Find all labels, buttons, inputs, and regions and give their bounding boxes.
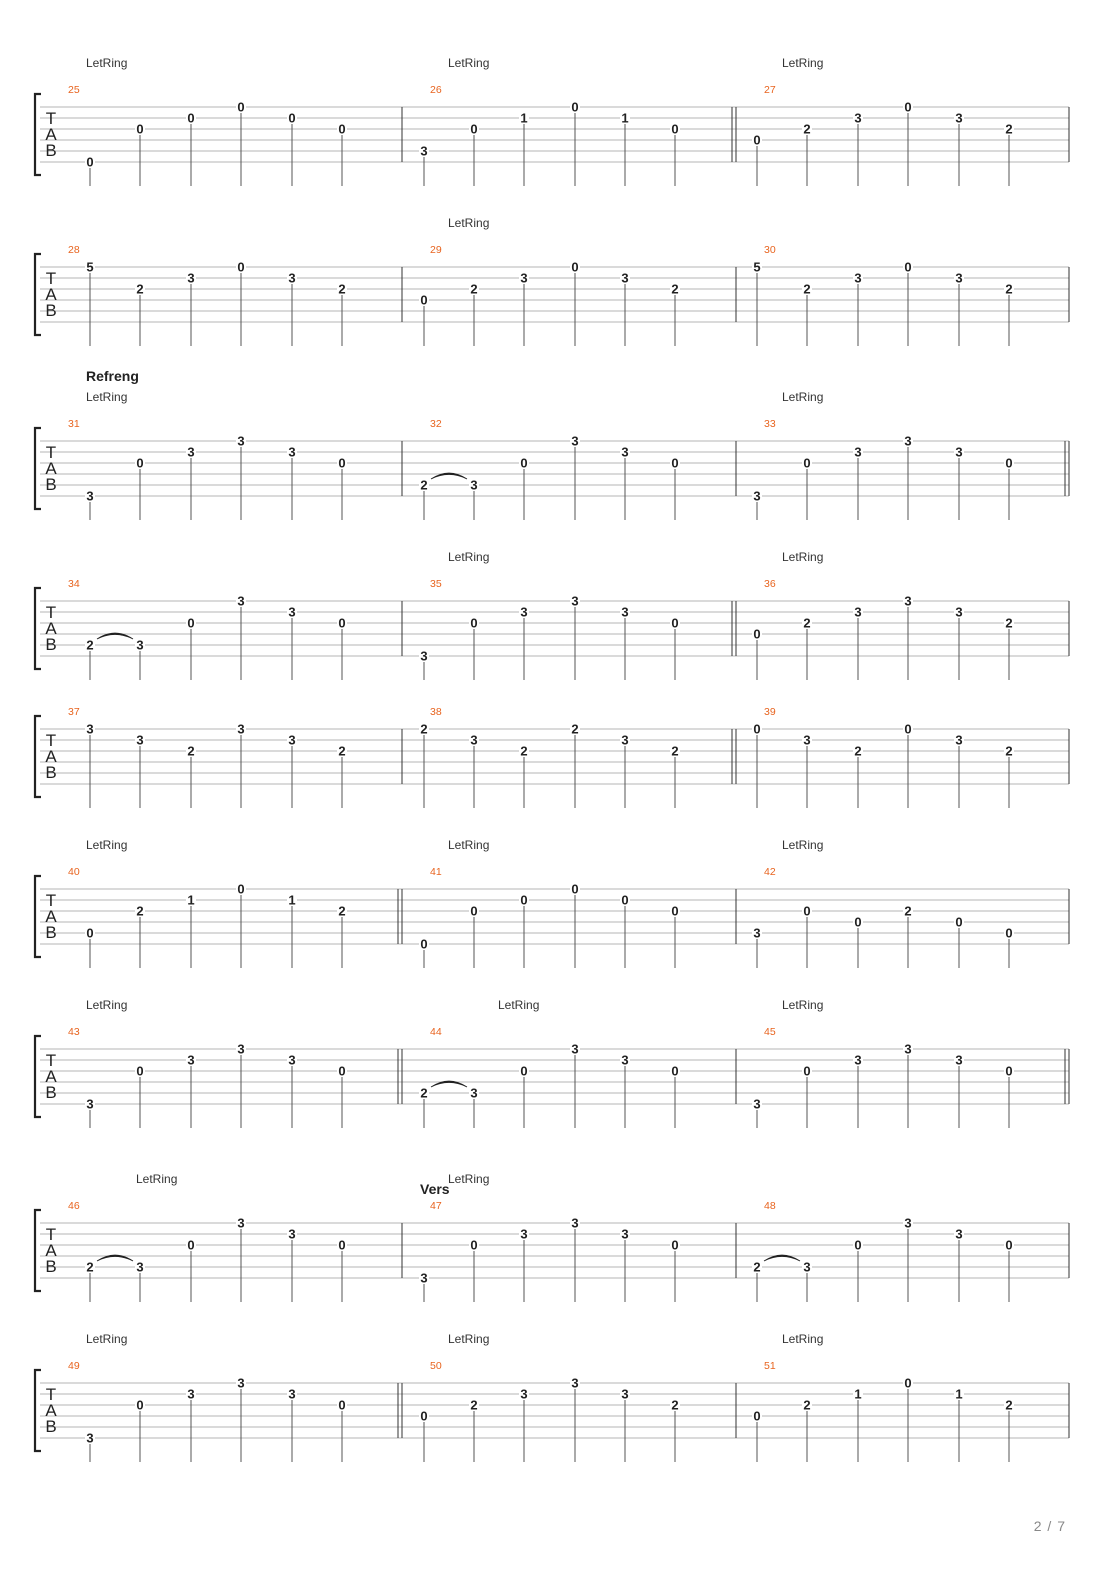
tab-clef-letter: T [45, 1051, 57, 1070]
fret-number: 2 [136, 903, 144, 919]
fret-number: 0 [470, 1237, 478, 1253]
tab-clef-letter: B [45, 301, 57, 320]
tab-clef-letter: A [45, 1401, 57, 1420]
tab-clef-letter: T [45, 603, 57, 622]
measure-number: 51 [764, 1360, 776, 1372]
fret-number: 0 [904, 1375, 912, 1391]
fret-number: 3 [955, 732, 963, 748]
fret-number: 3 [621, 1386, 629, 1402]
measure-number: 35 [430, 578, 442, 590]
fret-number: 3 [753, 1096, 761, 1112]
tab-clef-letter: B [45, 923, 57, 942]
measure-number: 43 [68, 1026, 80, 1038]
measure-number: 42 [764, 866, 776, 878]
measure-number: 33 [764, 418, 776, 430]
fret-number: 3 [955, 444, 963, 460]
system-bracket [35, 428, 41, 509]
let-ring-label: LetRing [86, 838, 128, 852]
fret-number: 3 [237, 1041, 245, 1057]
fret-number: 3 [955, 1052, 963, 1068]
fret-number: 3 [955, 270, 963, 286]
fret-number: 2 [420, 721, 428, 737]
fret-number: 3 [136, 1259, 144, 1275]
section-title: Refreng [86, 368, 139, 384]
fret-number: 0 [1005, 1063, 1013, 1079]
fret-number: 5 [86, 259, 94, 275]
fret-number: 3 [288, 732, 296, 748]
fret-number: 3 [237, 593, 245, 609]
fret-number: 0 [520, 1063, 528, 1079]
fret-number: 3 [288, 444, 296, 460]
fret-number: 2 [671, 1397, 679, 1413]
measure-number: 50 [430, 1360, 442, 1372]
fret-number: 0 [671, 1063, 679, 1079]
fret-number: 3 [621, 732, 629, 748]
fret-number: 3 [520, 604, 528, 620]
fret-number: 0 [854, 1237, 862, 1253]
fret-number: 3 [904, 433, 912, 449]
tab-clef-letter: B [45, 141, 57, 160]
fret-number: 0 [420, 292, 428, 308]
system-bracket [35, 94, 41, 175]
fret-number: 3 [854, 110, 862, 126]
system-bracket [35, 254, 41, 335]
tab-clef-letter: B [45, 635, 57, 654]
fret-number: 2 [338, 743, 346, 759]
tab-clef-letter: A [45, 747, 57, 766]
let-ring-label: LetRing [782, 56, 824, 70]
fret-number: 2 [520, 743, 528, 759]
fret-number: 2 [571, 721, 579, 737]
fret-number: 0 [571, 259, 579, 275]
fret-number: 0 [621, 892, 629, 908]
tab-clef-letter: A [45, 285, 57, 304]
fret-number: 0 [571, 99, 579, 115]
fret-number: 2 [803, 615, 811, 631]
let-ring-label: LetRing [86, 56, 128, 70]
fret-number: 3 [955, 1226, 963, 1242]
fret-number: 3 [420, 1270, 428, 1286]
system-bracket [35, 588, 41, 669]
fret-number: 0 [338, 455, 346, 471]
let-ring-label: LetRing [498, 998, 540, 1012]
measure-number: 30 [764, 244, 776, 256]
fret-number: 3 [86, 1430, 94, 1446]
tab-clef-letter: A [45, 125, 57, 144]
tab-clef-letter: T [45, 269, 57, 288]
let-ring-label: LetRing [782, 1332, 824, 1346]
tab-clef-letter: T [45, 731, 57, 750]
fret-number: 0 [136, 455, 144, 471]
fret-number: 1 [854, 1386, 862, 1402]
fret-number: 5 [753, 259, 761, 275]
fret-number: 0 [86, 154, 94, 170]
fret-number: 0 [338, 121, 346, 137]
fret-number: 3 [904, 593, 912, 609]
fret-number: 0 [1005, 1237, 1013, 1253]
fret-number: 3 [136, 732, 144, 748]
fret-number: 1 [955, 1386, 963, 1402]
measure-number: 29 [430, 244, 442, 256]
measure-number: 47 [430, 1200, 442, 1212]
measure-number: 31 [68, 418, 80, 430]
fret-number: 3 [237, 721, 245, 737]
tab-clef-letter: B [45, 1083, 57, 1102]
fret-number: 3 [520, 1226, 528, 1242]
fret-number: 3 [520, 1386, 528, 1402]
let-ring-label: LetRing [86, 390, 128, 404]
let-ring-label: LetRing [86, 1332, 128, 1346]
fret-number: 2 [803, 1397, 811, 1413]
fret-number: 3 [955, 110, 963, 126]
system-bracket [35, 876, 41, 957]
fret-number: 3 [288, 270, 296, 286]
fret-number: 2 [470, 281, 478, 297]
fret-number: 3 [955, 604, 963, 620]
fret-number: 0 [420, 936, 428, 952]
fret-number: 3 [571, 1375, 579, 1391]
fret-number: 0 [338, 615, 346, 631]
fret-number: 3 [136, 637, 144, 653]
fret-number: 0 [470, 903, 478, 919]
let-ring-label: LetRing [782, 550, 824, 564]
fret-number: 3 [753, 925, 761, 941]
measure-number: 27 [764, 84, 776, 96]
fret-number: 0 [671, 903, 679, 919]
fret-number: 0 [904, 259, 912, 275]
fret-number: 0 [187, 110, 195, 126]
let-ring-label: LetRing [448, 550, 490, 564]
fret-number: 0 [520, 455, 528, 471]
measure-number: 37 [68, 706, 80, 718]
fret-number: 3 [187, 270, 195, 286]
fret-number: 2 [803, 281, 811, 297]
fret-number: 2 [187, 743, 195, 759]
fret-number: 3 [621, 1226, 629, 1242]
fret-number: 0 [803, 1063, 811, 1079]
measure-number: 39 [764, 706, 776, 718]
fret-number: 0 [136, 1397, 144, 1413]
tab-clef-letter: T [45, 109, 57, 128]
fret-number: 0 [671, 455, 679, 471]
measure-number: 45 [764, 1026, 776, 1038]
fret-number: 3 [803, 1259, 811, 1275]
tab-clef-letter: T [45, 891, 57, 910]
let-ring-label: LetRing [136, 1172, 178, 1186]
fret-number: 3 [86, 1096, 94, 1112]
fret-number: 2 [338, 903, 346, 919]
fret-number: 2 [420, 477, 428, 493]
fret-number: 3 [621, 1052, 629, 1068]
fret-number: 3 [571, 1041, 579, 1057]
fret-number: 2 [753, 1259, 761, 1275]
fret-number: 0 [1005, 925, 1013, 941]
tab-clef-letter: A [45, 907, 57, 926]
fret-number: 3 [571, 593, 579, 609]
measure-number: 28 [68, 244, 80, 256]
fret-number: 0 [86, 925, 94, 941]
fret-number: 0 [338, 1063, 346, 1079]
tab-clef-letter: A [45, 459, 57, 478]
measure-number: 41 [430, 866, 442, 878]
fret-number: 3 [621, 444, 629, 460]
tab-clef-letter: B [45, 475, 57, 494]
fret-number: 3 [237, 1375, 245, 1391]
fret-number: 0 [671, 1237, 679, 1253]
fret-number: 3 [621, 270, 629, 286]
fret-number: 1 [288, 892, 296, 908]
fret-number: 2 [803, 121, 811, 137]
fret-number: 3 [904, 1215, 912, 1231]
fret-number: 3 [187, 1052, 195, 1068]
fret-number: 3 [288, 1226, 296, 1242]
fret-number: 0 [854, 914, 862, 930]
measure-number: 38 [430, 706, 442, 718]
fret-number: 0 [470, 121, 478, 137]
tab-clef-letter: B [45, 763, 57, 782]
fret-number: 0 [671, 615, 679, 631]
fret-number: 3 [470, 477, 478, 493]
measure-number: 26 [430, 84, 442, 96]
fret-number: 2 [1005, 281, 1013, 297]
tab-clef-letter: A [45, 619, 57, 638]
let-ring-label: LetRing [448, 216, 490, 230]
fret-number: 0 [1005, 455, 1013, 471]
let-ring-label: LetRing [448, 838, 490, 852]
let-ring-label: LetRing [448, 56, 490, 70]
fret-number: 2 [338, 281, 346, 297]
system-bracket [35, 1370, 41, 1451]
fret-number: 2 [1005, 615, 1013, 631]
system-bracket [35, 1210, 41, 1291]
measure-number: 36 [764, 578, 776, 590]
page-number: 2 / 7 [1033, 1518, 1066, 1534]
fret-number: 0 [753, 1408, 761, 1424]
tab-clef-letter: B [45, 1257, 57, 1276]
measure-number: 40 [68, 866, 80, 878]
fret-number: 2 [904, 903, 912, 919]
fret-number: 3 [86, 488, 94, 504]
fret-number: 2 [420, 1085, 428, 1101]
fret-number: 0 [237, 99, 245, 115]
fret-number: 0 [520, 892, 528, 908]
fret-number: 0 [671, 121, 679, 137]
fret-number: 3 [520, 270, 528, 286]
fret-number: 3 [571, 1215, 579, 1231]
fret-number: 2 [1005, 743, 1013, 759]
let-ring-label: LetRing [448, 1172, 490, 1186]
fret-number: 3 [854, 1052, 862, 1068]
let-ring-label: LetRing [782, 390, 824, 404]
measure-number: 49 [68, 1360, 80, 1372]
measure-number: 34 [68, 578, 80, 590]
fret-number: 3 [753, 488, 761, 504]
fret-number: 3 [621, 604, 629, 620]
fret-number: 3 [237, 1215, 245, 1231]
fret-number: 2 [86, 637, 94, 653]
fret-number: 3 [420, 143, 428, 159]
fret-number: 3 [571, 433, 579, 449]
fret-number: 0 [237, 881, 245, 897]
fret-number: 0 [904, 99, 912, 115]
fret-number: 0 [136, 1063, 144, 1079]
fret-number: 3 [187, 1386, 195, 1402]
fret-number: 3 [470, 732, 478, 748]
fret-number: 3 [288, 604, 296, 620]
tab-clef-letter: B [45, 1417, 57, 1436]
fret-number: 0 [904, 721, 912, 737]
fret-number: 0 [571, 881, 579, 897]
measure-number: 32 [430, 418, 442, 430]
tab-clef-letter: A [45, 1067, 57, 1086]
fret-number: 0 [955, 914, 963, 930]
fret-number: 0 [753, 626, 761, 642]
measure-number: 25 [68, 84, 80, 96]
fret-number: 3 [904, 1041, 912, 1057]
fret-number: 0 [187, 615, 195, 631]
fret-number: 3 [470, 1085, 478, 1101]
fret-number: 0 [803, 455, 811, 471]
let-ring-label: LetRing [448, 1332, 490, 1346]
measure-number: 44 [430, 1026, 442, 1038]
tab-clef-letter: T [45, 1385, 57, 1404]
fret-number: 3 [854, 444, 862, 460]
fret-number: 0 [338, 1237, 346, 1253]
fret-number: 2 [671, 281, 679, 297]
fret-number: 3 [854, 604, 862, 620]
measure-number: 46 [68, 1200, 80, 1212]
tab-clef-letter: T [45, 443, 57, 462]
system-bracket [35, 1036, 41, 1117]
tab-clef-letter: T [45, 1225, 57, 1244]
fret-number: 2 [1005, 1397, 1013, 1413]
fret-number: 3 [86, 721, 94, 737]
fret-number: 2 [1005, 121, 1013, 137]
fret-number: 2 [854, 743, 862, 759]
fret-number: 0 [470, 615, 478, 631]
let-ring-label: LetRing [782, 838, 824, 852]
fret-number: 0 [803, 903, 811, 919]
let-ring-label: LetRing [782, 998, 824, 1012]
fret-number: 2 [86, 1259, 94, 1275]
measure-number: 48 [764, 1200, 776, 1212]
tab-clef-letter: A [45, 1241, 57, 1260]
fret-number: 3 [288, 1386, 296, 1402]
fret-number: 0 [187, 1237, 195, 1253]
fret-number: 2 [470, 1397, 478, 1413]
fret-number: 1 [621, 110, 629, 126]
fret-number: 0 [753, 721, 761, 737]
fret-number: 3 [803, 732, 811, 748]
fret-number: 0 [338, 1397, 346, 1413]
fret-number: 0 [136, 121, 144, 137]
fret-number: 0 [753, 132, 761, 148]
fret-number: 0 [237, 259, 245, 275]
let-ring-label: LetRing [86, 998, 128, 1012]
fret-number: 2 [671, 743, 679, 759]
fret-number: 1 [520, 110, 528, 126]
fret-number: 1 [187, 892, 195, 908]
fret-number: 3 [288, 1052, 296, 1068]
section-title: Vers [420, 1181, 450, 1197]
fret-number: 3 [187, 444, 195, 460]
fret-number: 2 [136, 281, 144, 297]
fret-number: 3 [854, 270, 862, 286]
fret-number: 3 [420, 648, 428, 664]
fret-number: 0 [420, 1408, 428, 1424]
fret-number: 3 [237, 433, 245, 449]
fret-number: 0 [288, 110, 296, 126]
system-bracket [35, 716, 41, 797]
